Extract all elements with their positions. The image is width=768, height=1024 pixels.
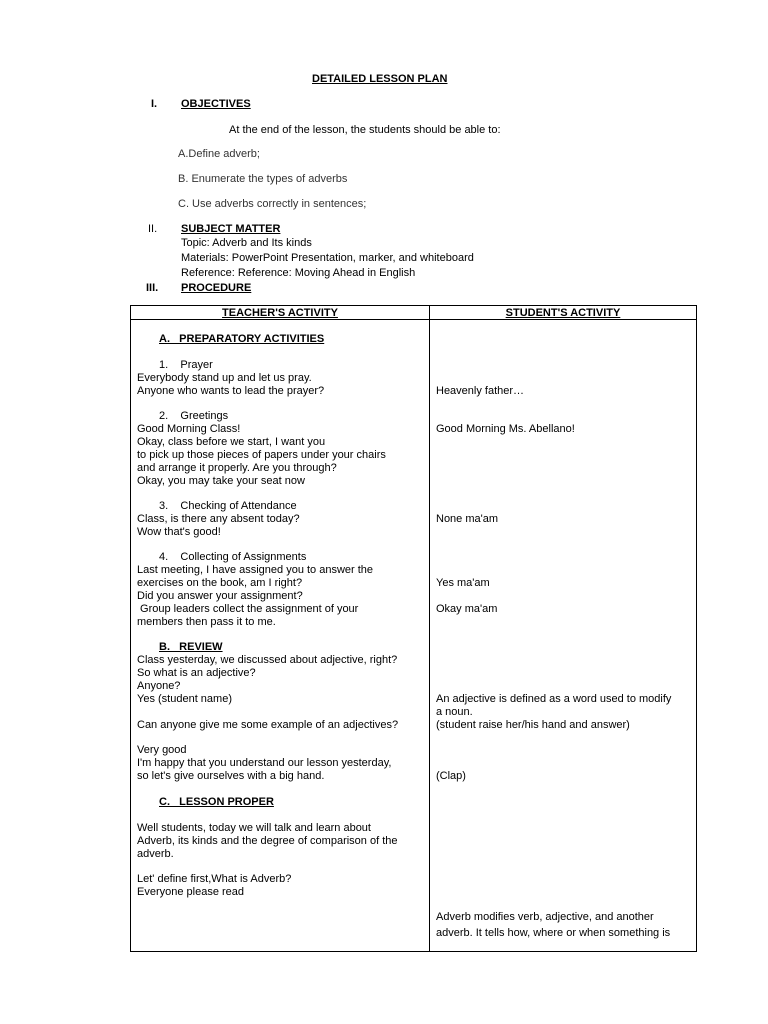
assignments-line-5: members then pass it to me. <box>137 616 276 628</box>
review-heading: B. REVIEW <box>159 641 223 653</box>
lesson-line-3: adverb. <box>137 848 174 860</box>
attendance-title: 3. Checking of Attendance <box>159 500 297 512</box>
lesson-line-4: Let' define first,What is Adverb? <box>137 873 292 885</box>
subject-topic: Topic: Adverb and Its kinds <box>181 237 312 249</box>
greetings-line-5: Okay, you may take your seat now <box>137 475 305 487</box>
procedure-heading: PROCEDURE <box>181 282 252 294</box>
review-line-5: Can anyone give me some example of an adjectives? <box>137 719 399 731</box>
lesson-proper-heading: C. LESSON PROPER <box>159 796 274 808</box>
review-line-1: Class yesterday, we discussed about adjective, right? <box>137 654 398 666</box>
student-assignment-2: Okay ma'am <box>436 603 498 615</box>
objectives-intro: At the end of the lesson, the students should be able to: <box>229 124 501 136</box>
assignments-line-1: Last meeting, I have assigned you to answer the <box>137 564 374 576</box>
student-greeting: Good Morning Ms. Abellano! <box>436 423 575 435</box>
greetings-line-1: Good Morning Class! <box>137 423 241 435</box>
objectives-numeral: I. <box>151 98 158 110</box>
attendance-line-2: Wow that's good! <box>137 526 221 538</box>
greetings-line-2: Okay, class before we start, I want you <box>137 436 326 448</box>
greetings-line-4: and arrange it properly. Are you through? <box>137 462 337 474</box>
objective-item-a: A.Define adverb; <box>178 148 260 160</box>
review-line-8: so let's give ourselves with a big hand. <box>137 770 325 782</box>
lesson-line-1: Well students, today we will talk and learn about <box>137 822 371 834</box>
objectives-heading: OBJECTIVES <box>181 98 251 110</box>
assignments-line-4: Group leaders collect the assignment of your <box>137 603 359 615</box>
subject-matter-numeral: II. <box>148 223 158 235</box>
page-title: DETAILED LESSON PLAN <box>312 73 448 85</box>
table-column-divider <box>429 305 430 951</box>
review-line-7: I'm happy that you understand our lesson yesterday, <box>137 757 392 769</box>
review-line-2: So what is an adjective? <box>137 667 256 679</box>
attendance-line-1: Class, is there any absent today? <box>137 513 300 525</box>
prayer-line-2: Anyone who wants to lead the prayer? <box>137 385 325 397</box>
objective-item-b: B. Enumerate the types of adverbs <box>178 173 348 185</box>
review-line-4: Yes (student name) <box>137 693 232 705</box>
review-line-3: Anyone? <box>137 680 181 692</box>
objective-item-c: C. Use adverbs correctly in sentences; <box>178 198 367 210</box>
preparatory-heading: A. PREPARATORY ACTIVITIES <box>159 333 325 345</box>
prayer-line-1: Everybody stand up and let us pray. <box>137 372 312 384</box>
subject-reference: Reference: Reference: Moving Ahead in English <box>181 267 416 279</box>
table-header-divider <box>130 319 696 320</box>
student-assignment-1: Yes ma'am <box>436 577 490 589</box>
student-adjective-def-2: a noun. <box>436 706 473 718</box>
header-teacher-activity: TEACHER'S ACTIVITY <box>222 307 338 319</box>
subject-materials: Materials: PowerPoint Presentation, marker, and whiteboard <box>181 252 474 264</box>
prayer-title: 1. Prayer <box>159 359 213 371</box>
student-adverb-def-2: adverb. It tells how, where or when something is <box>436 927 671 939</box>
lesson-line-2: Adverb, its kinds and the degree of comparison of the <box>137 835 398 847</box>
procedure-numeral: III. <box>146 282 159 294</box>
student-clap: (Clap) <box>436 770 466 782</box>
student-prayer: Heavenly father… <box>436 385 525 397</box>
header-student-activity: STUDENT'S ACTIVITY <box>505 307 621 319</box>
student-adverb-def-1: Adverb modifies verb, adjective, and another <box>436 911 654 923</box>
greetings-line-3: to pick up those pieces of papers under your chairs <box>137 449 386 461</box>
review-line-6: Very good <box>137 744 187 756</box>
student-adjective-def-1: An adjective is defined as a word used to modify <box>436 693 672 705</box>
assignments-line-2: exercises on the book, am I right? <box>137 577 303 589</box>
greetings-title: 2. Greetings <box>159 410 229 422</box>
lesson-line-5: Everyone please read <box>137 886 245 898</box>
assignments-title: 4. Collecting of Assignments <box>159 551 307 563</box>
student-attendance: None ma'am <box>436 513 499 525</box>
assignments-line-3: Did you answer your assignment? <box>137 590 303 602</box>
subject-matter-heading: SUBJECT MATTER <box>181 223 281 235</box>
student-raise-hand: (student raise her/his hand and answer) <box>436 719 630 731</box>
